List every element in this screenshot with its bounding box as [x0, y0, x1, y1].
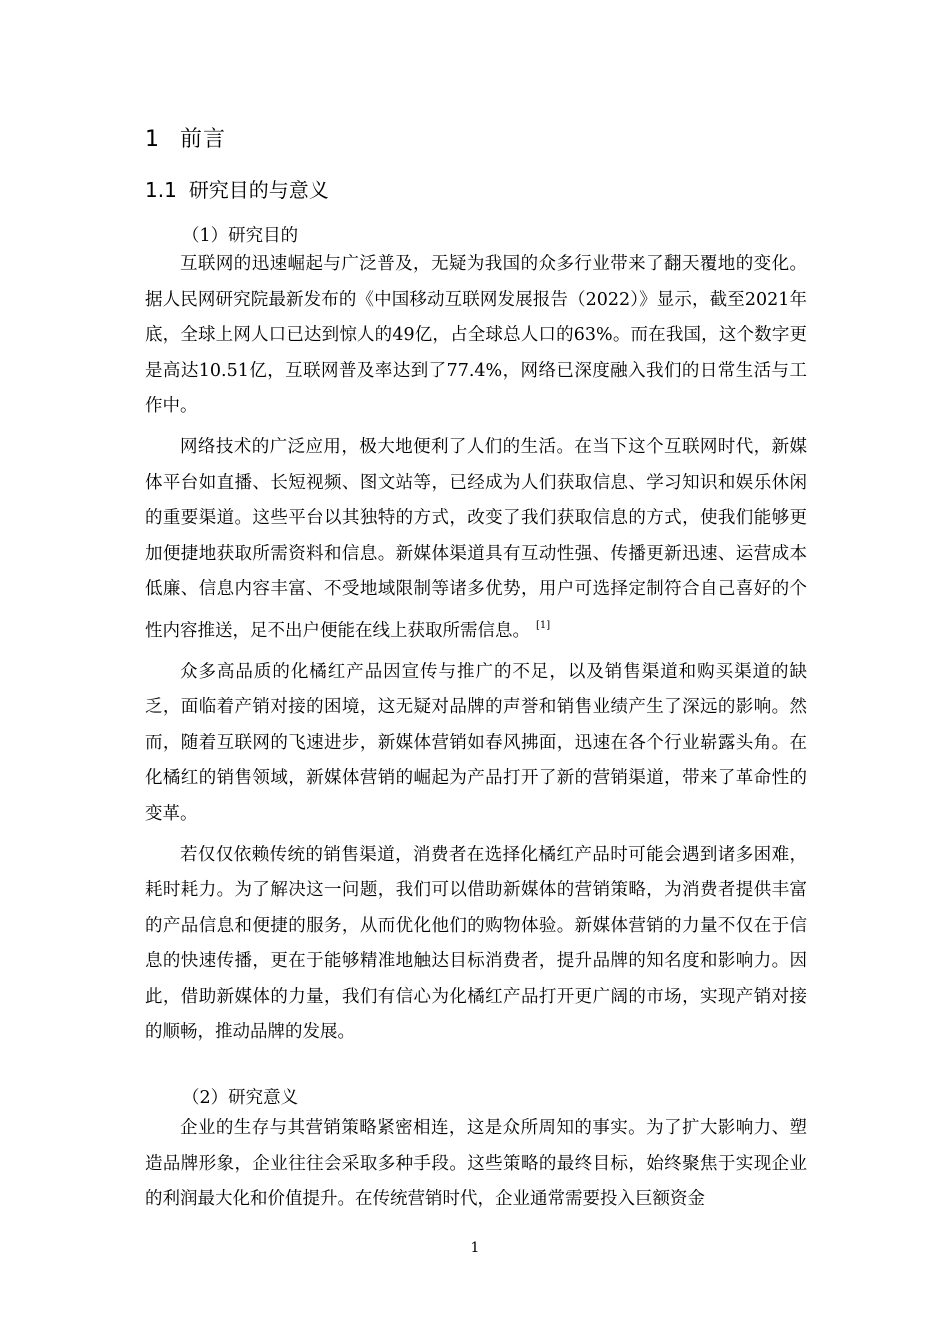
paragraph: 若仅仅依赖传统的销售渠道，消费者在选择化橘红产品时可能会遇到诸多困难，耗时耗力。为了解决这一问题，我们可以借助新媒体的营销策略，为消费者提供丰富的产品信息和便捷的服务，从而优化他们的购物体验。新媒体营销的力量不仅在于信息的快速传播，更在于能够精准地触达目标消费者，提升品牌的知名度和影响力。因此，借助新媒体的力量，我们有信心为化橘红产品打开更广阔的市场，实现产销对接的顺畅，推动品牌的发展。	[145, 844, 807, 1043]
chapter-heading	[145, 122, 226, 153]
paragraph	[145, 430, 807, 650]
section-heading	[145, 174, 329, 203]
paragraph: 企业的生存与其营销策略紧密相连，这是众所周知的事实。为了扩大影响力、塑造品牌形象，企业往往会采取多种手段。这些策略的最终目标，始终聚焦于实现企业的利润最大化和价值提升。在传统营销时代，企业通常需要投入巨额资金	[145, 1118, 807, 1210]
paragraph-text: 网络技术的广泛应用，极大地便利了人们的生活。在当下这个互联网时代，新媒体平台如直播、长短视频、图文站等，已经成为人们获取信息、学习知识和娱乐休闲的重要渠道。这些平台以其独特的方式，改变了我们获取信息的方式，使我们能够更加便捷地获取所需资料和信息。新媒体渠道具有互动性强、传播更新迅速、运营成本低廉、信息内容丰富、不受地域限制等诸多优势，用户可选择定制符合自己喜好的个性内容推送，足不出户便能在线上获取所需信息。	[145, 436, 807, 641]
section-number: 1.1	[145, 178, 177, 202]
citation-marker: [1]	[536, 619, 551, 631]
subheading-research-purpose: （1）研究目的	[182, 226, 299, 246]
section-title: 研究目的与意义	[188, 178, 329, 202]
body-block-purpose	[145, 247, 807, 1051]
paragraph: 互联网的迅速崛起与广泛普及，无疑为我国的众多行业带来了翻天覆地的变化。据人民网研究院最新发布的《中国移动互联网发展报告（2022）》显示，截至2021年底，全球上网人口已达到惊人的49亿，占全球总人口的63%。而在我国，这个数字更是高达10.51亿，互联网普及率达到了77.4%，网络已深度融入我们的日常生活与工作中。	[145, 254, 807, 417]
body-block-significance	[145, 1111, 807, 1218]
chapter-number: 1	[145, 127, 160, 152]
chapter-title: 前言	[180, 127, 227, 152]
page-number: 1	[470, 1240, 480, 1256]
paragraph: 众多高品质的化橘红产品因宣传与推广的不足，以及销售渠道和购买渠道的缺乏，面临着产销对接的困境，这无疑对品牌的声誉和销售业绩产生了深远的影响。然而，随着互联网的飞速进步，新媒体营销如春风拂面，迅速在各个行业崭露头角。在化橘红的销售领域，新媒体营销的崛起为产品打开了新的营销渠道，带来了革命性的变革。	[145, 661, 807, 824]
subheading-research-significance: （2）研究意义	[182, 1088, 299, 1108]
